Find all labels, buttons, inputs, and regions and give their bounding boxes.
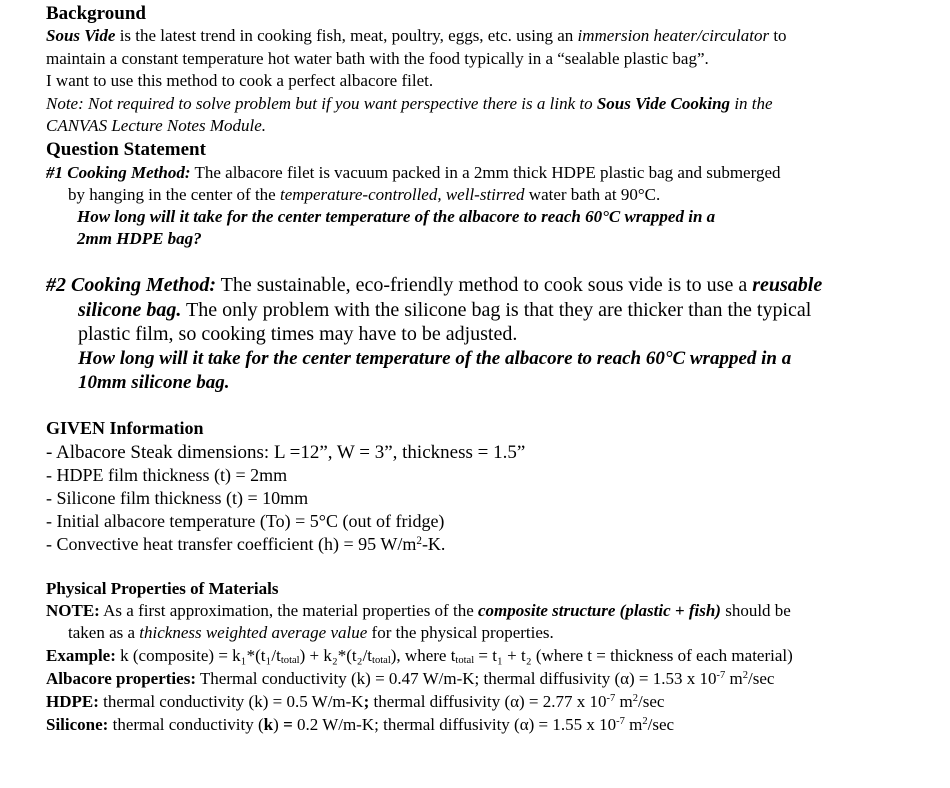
background-note-line1: Note: Not required to solve problem but if you want perspective there is a link to Sous Vide Cooking in the [46,94,773,113]
method1-line1: #1 Cooking Method: The albacore filet is vacuum packed in a 2mm thick HDPE plastic bag and submerged [46,163,781,182]
given-item-steak: - Albacore Steak dimensions: L =12”, W = 3”, thickness = 1.5” [46,442,526,463]
question2-line2: 10mm silicone bag. [78,372,230,393]
background-heading: Background [46,3,146,24]
method2-line1: #2 Cooking Method: The sustainable, eco-friendly method to cook sous vide is to use a reusable [46,274,823,296]
given-item-convective: - Convective heat transfer coefficient (h) = 95 $W/m^2-K$. [46,534,446,554]
properties-note-line1: NOTE: As a first approximation, the material properties of the composite structure (plastic + fish) should be [46,601,791,620]
question1-line1: How long will it take for the center temperature of the albacore to reach 60°C wrapped in a [77,207,716,226]
properties-note-line2: taken as a thickness weighted average value for the physical properties. [68,623,554,642]
background-paragraph-line1: Sous Vide is the latest trend in cooking fish, meat, poultry, eggs, etc. using an immersion heater/circulator to [46,26,787,45]
method2-line3: plastic film, so cooking times may have to be adjusted. [78,323,518,345]
question-heading: Question Statement [46,139,206,160]
method1-line2: by hanging in the center of the temperature-controlled, well-stirred water bath at 90°C. [68,185,661,204]
properties-example: Example: k (composite) = $k_1*(t_1/t_{total}) + k_2*(t_2/t_{total})$, where $t_{total} = t_1 + t_2$ (where t = thickness of each material) [46,646,793,667]
question1-line2: 2mm HDPE bag? [77,229,202,248]
given-item-initial-temp: - Initial albacore temperature (To) = 5°C (out of fridge) [46,511,445,531]
properties-albacore: Albacore properties: Thermal conductivity (k) = 0.47 W/m-K; thermal diffusivity (α) = 1.53 x $10^{-7}$ $m^2/\sec$ [46,669,775,688]
properties-heading: Physical Properties of Materials [46,579,279,598]
method2-line2: silicone bag. The only problem with the silicone bag is that they are thicker than the typical [78,299,812,321]
question2-line1: How long will it take for the center temperature of the albacore to reach 60°C wrapped in a [78,348,792,369]
background-paragraph-goal: I want to use this method to cook a perfect albacore filet. [46,71,434,90]
background-note-line2: CANVAS Lecture Notes Module. [46,116,267,135]
properties-silicone: Silicone: thermal conductivity (k) = 0.2 W/m-K; thermal diffusivity (α) = 1.55 x $10^{-7}$ $m^2/\sec$ [46,715,675,734]
given-item-silicone: - Silicone film thickness (t) = 10mm [46,488,309,508]
given-item-hdpe: - HDPE film thickness (t) = 2mm [46,465,288,485]
background-paragraph-line2: maintain a constant temperature hot water bath with the food typically in a “sealable plastic bag”. [46,49,709,68]
given-heading: GIVEN Information [46,418,204,438]
properties-hdpe: HDPE: thermal conductivity (k) = 0.5 W/m-K; thermal diffusivity (α) = 2.77 x $10^{-7}$ $m^2/\sec$ [46,692,665,711]
